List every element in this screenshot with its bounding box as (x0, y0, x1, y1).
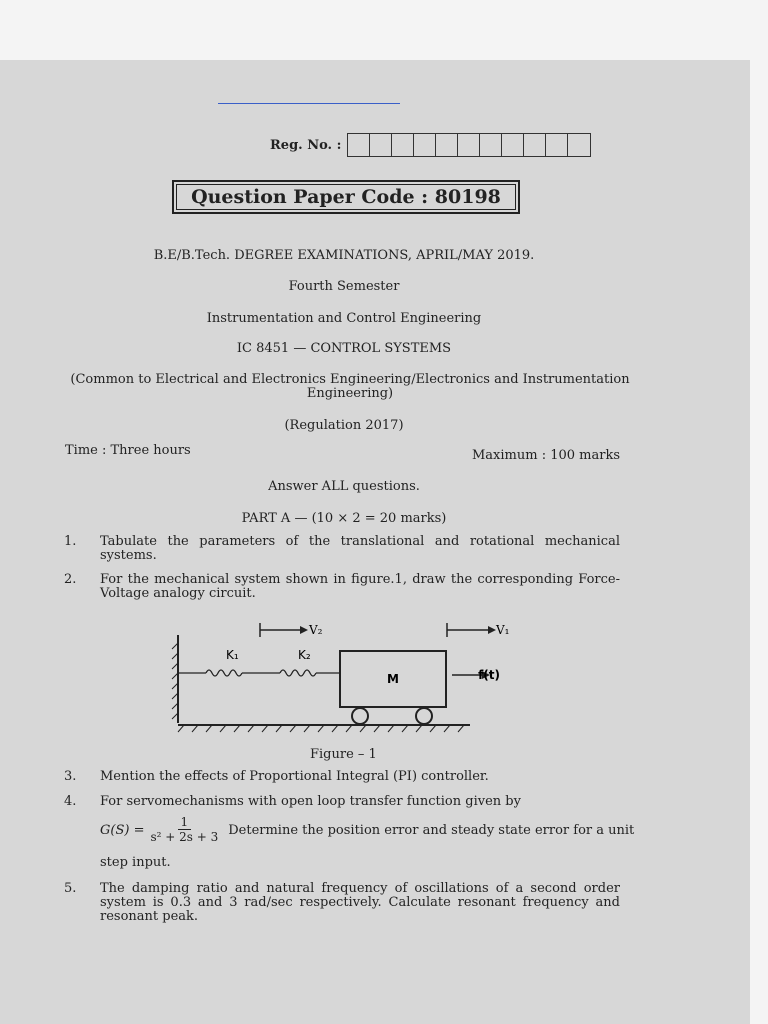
tf-numerator: 1 (178, 816, 192, 830)
reg-digit-box (524, 134, 546, 156)
branch: Instrumentation and Control Engineering (206, 311, 482, 326)
common-note (30, 373, 670, 401)
question-number: 2. (64, 572, 77, 587)
reg-digit-box (348, 134, 370, 156)
k1-label: K₁ (226, 648, 239, 662)
reg-digit-box (436, 134, 458, 156)
reg-number-block (270, 133, 591, 157)
question-text: Mention the effects of Proportional Integral (PI) controller. (100, 769, 489, 784)
tf-lhs: G(S) = (100, 822, 145, 838)
semester: Fourth Semester (288, 279, 400, 294)
reg-digit-box (502, 134, 524, 156)
reg-digit-box (414, 134, 436, 156)
figure-1-mechanical-system (170, 615, 510, 745)
tf-fraction (147, 816, 221, 844)
regulation: (Regulation 2017) (284, 418, 404, 433)
question-number: 3. (64, 769, 77, 784)
reg-digit-box (568, 134, 590, 156)
question-number: 5. (64, 881, 77, 896)
max-marks: Maximum : 100 marks (472, 448, 621, 463)
reg-number-boxes (347, 133, 591, 157)
subject: IC 8451 — CONTROL SYSTEMS (236, 341, 452, 356)
question-text: For servomechanisms with open loop transfer function given by (100, 794, 521, 809)
question-number: 1. (64, 534, 77, 549)
degree-line: B.E/B.Tech. DEGREE EXAMINATIONS, APRIL/MAY 2019. (153, 248, 535, 263)
paper-code-box (172, 180, 520, 214)
reg-digit-box (458, 134, 480, 156)
force-label: f(t) (478, 668, 500, 682)
time-allowed: Time : Three hours (65, 443, 191, 458)
v2-label: V₂ (309, 623, 323, 637)
common-note-line2: Engineering) (306, 386, 394, 401)
spring-k1 (178, 670, 280, 676)
question-text: Tabulate the parameters of the translational and rotational mechanical systems. (100, 534, 620, 563)
q4-tail: step input. (100, 855, 171, 870)
part-a-heading: PART A — (10 × 2 = 20 marks) (241, 511, 447, 526)
tf-rest: Determine the position error and steady state error for a unit (228, 822, 635, 838)
question-text: The damping ratio and natural frequency of oscillations of a second order system is 0.3 and 3 rad/sec respectively. Calculate resonant frequency and resonant peak. (100, 881, 620, 924)
reg-digit-box (546, 134, 568, 156)
question-text: For the mechanical system shown in figure.1, draw the corresponding Force-Voltage analogy circuit. (100, 572, 620, 601)
tf-denominator: s² + 2s + 3 (150, 830, 219, 844)
instruction: Answer ALL questions. (268, 479, 420, 494)
mass-label: M (387, 672, 399, 686)
header-rule (218, 103, 400, 104)
v1-label: V₁ (496, 623, 510, 637)
spring-k2 (280, 670, 340, 676)
common-note-line1: (Common to Electrical and Electronics Engineering/Electronics and Instrumentation (70, 372, 630, 387)
figure-caption: Figure – 1 (310, 747, 377, 762)
reg-digit-box (370, 134, 392, 156)
reg-digit-box (392, 134, 414, 156)
question-number: 4. (64, 794, 77, 809)
paper-code: Question Paper Code : 80198 (176, 184, 516, 210)
k2-label: K₂ (298, 648, 311, 662)
reg-digit-box (480, 134, 502, 156)
reg-label: Reg. No. : (270, 137, 342, 153)
transfer-function (100, 816, 634, 844)
